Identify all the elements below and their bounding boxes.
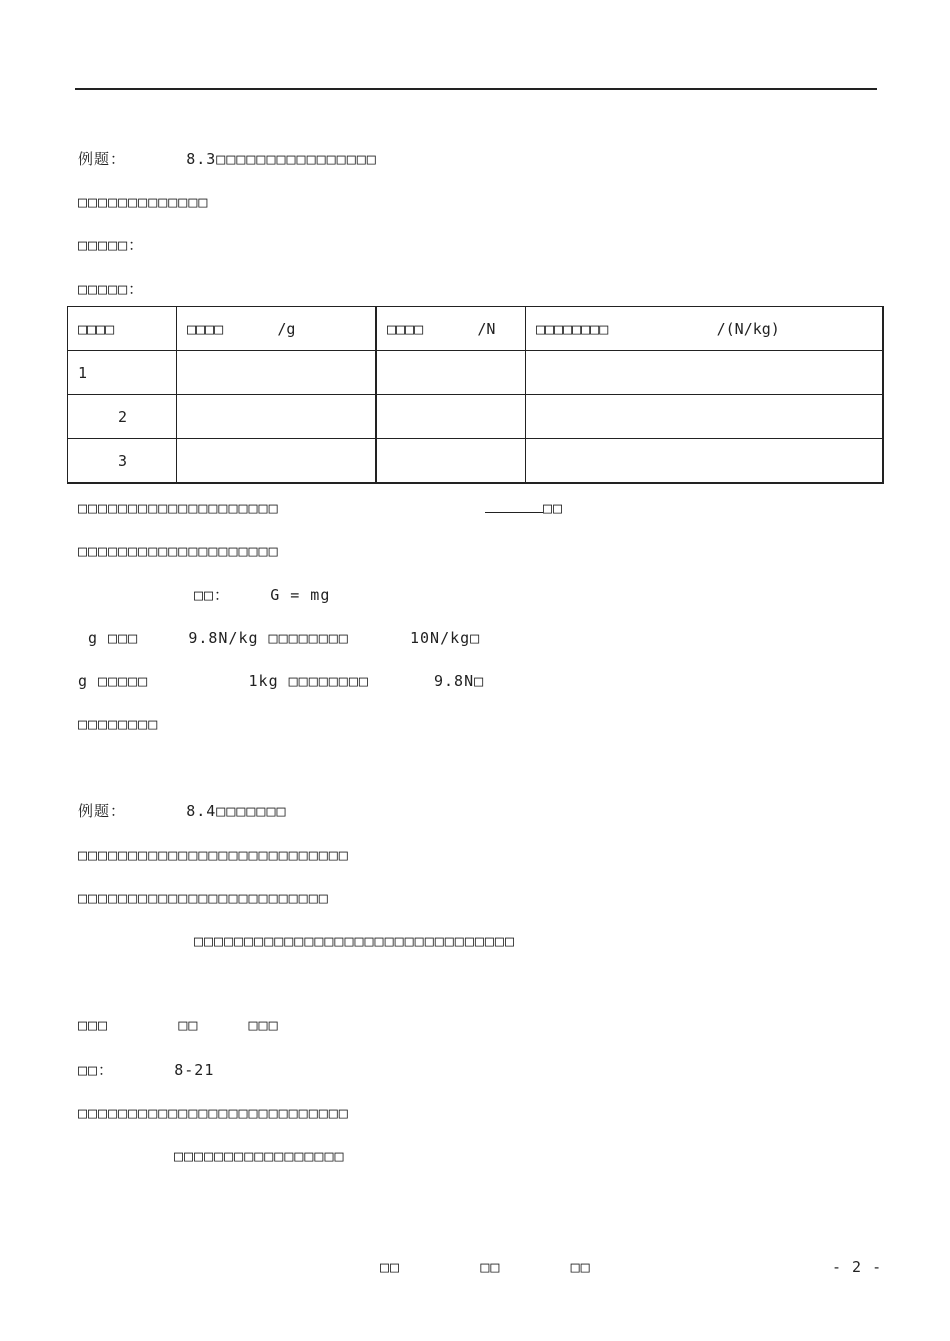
- text-line: □□□□□□□□□□□□□□□□□□□□□□□□□□□: [78, 846, 349, 864]
- g-approx-value: 10N/kg□: [410, 629, 481, 647]
- table-cell: [526, 395, 884, 439]
- section-heading: □□□ □□ □□□: [78, 1016, 279, 1034]
- g-meaning-value: 9.8N□: [434, 672, 485, 690]
- table-header-cell: □□□□: [68, 307, 177, 351]
- text-line: □□□□□□□□□□□□□: [78, 193, 209, 211]
- table-cell: [177, 439, 377, 484]
- table-row: [68, 351, 884, 395]
- table-cell: [526, 351, 884, 395]
- table-cell: 1: [68, 351, 177, 395]
- example-heading-8-3: 例题： 8.3□□□□□□□□□□□□□□□□: [78, 150, 377, 168]
- table-cell: [376, 395, 526, 439]
- fill-blank: □□: [485, 498, 563, 518]
- table-cell: [376, 351, 526, 395]
- table-header-cell: □□□□ /g: [177, 307, 377, 351]
- table-row: [68, 395, 884, 439]
- g-value-line: g □□□ 9.8N/kg □□□□□□□□: [88, 629, 349, 647]
- example-heading-8-4: 例题： 8.4□□□□□□□: [78, 802, 287, 820]
- text-line: □□□□□□□□□□□□□□□□□□□□: [78, 542, 279, 560]
- footer-text: □□ □□ □□: [380, 1258, 591, 1276]
- text-line: □□□□□□□□: [78, 715, 159, 733]
- formula-line: □□： G = mg: [194, 586, 331, 604]
- text-line: □□□□□□□□□□□□□□□□□□□□□□□□□□□□□□□□: [194, 932, 515, 950]
- table-header-row: [68, 307, 884, 351]
- text-line: □□□□□□□□□□□□□□□□□□□□□□□□□□□: [78, 1104, 349, 1122]
- experiment-table: [67, 306, 884, 484]
- table-header-cell: □□□□□□□□ /(N/kg): [526, 307, 884, 351]
- text-line: □□□□□□□□□□□□□□□□□: [174, 1147, 345, 1165]
- text-line: □□□□□□□□□□□□□□□□□□□□□□□□□: [78, 889, 329, 907]
- page-number: - 2 -: [832, 1258, 883, 1276]
- table-cell: [177, 395, 377, 439]
- table-row: [68, 439, 884, 484]
- conclusion-line: □□□□□□□□□□□□□□□□□□□□: [78, 499, 279, 517]
- table-cell: 2: [68, 395, 177, 439]
- table-cell: [376, 439, 526, 484]
- header-rule: [75, 88, 877, 90]
- table-cell: [177, 351, 377, 395]
- table-cell: [526, 439, 884, 484]
- table-cell: 3: [68, 439, 177, 484]
- text-line: □□□□□：: [78, 280, 145, 298]
- g-meaning-line: g □□□□□ 1kg □□□□□□□□: [78, 672, 369, 690]
- table-header-cell: □□□□ /N: [376, 307, 526, 351]
- text-line: □□□□□：: [78, 236, 145, 254]
- figure-reference: □□： 8-21: [78, 1061, 215, 1079]
- blank-underline: [485, 498, 543, 513]
